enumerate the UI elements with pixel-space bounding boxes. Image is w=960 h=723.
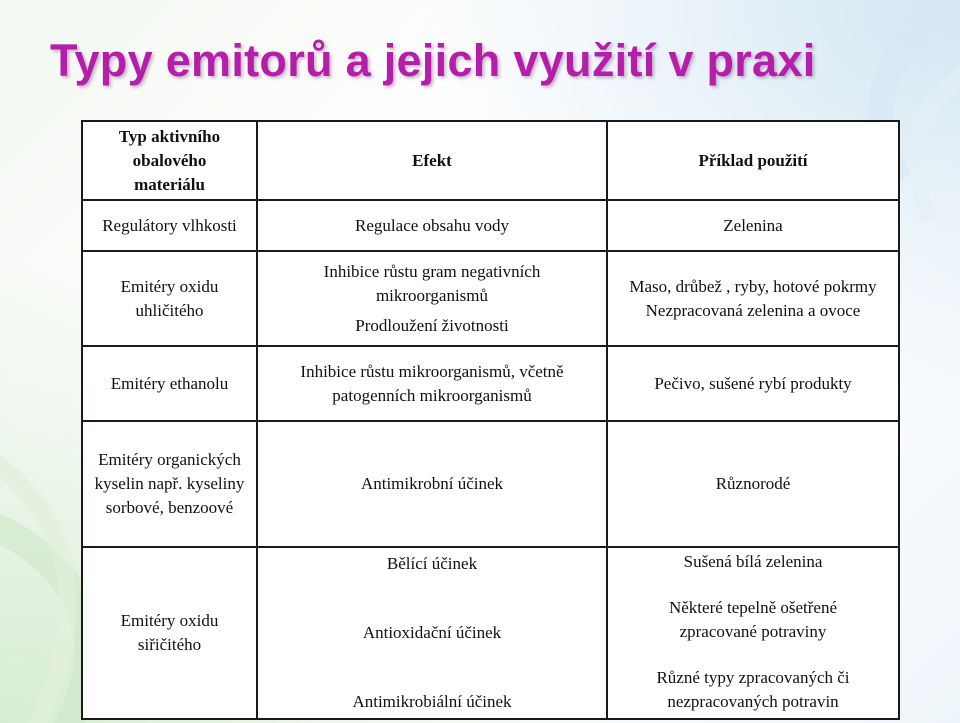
row-type-cell: Emitéry oxidu uhličitého — [82, 251, 257, 346]
header-effect: Efekt — [257, 121, 607, 200]
effect-item: Antioxidační účinek — [362, 623, 502, 642]
table-row — [82, 547, 899, 719]
slide-title: Typy emitorů a jejich využití v praxi — [50, 35, 816, 86]
table-row — [82, 421, 899, 547]
example-item: Některé tepelně ošetřené zpracované potraviny — [668, 598, 838, 641]
row-type-cell: Emitéry ethanolu — [82, 346, 257, 421]
row-effect-cell: Antimikrobní účinek — [257, 421, 607, 547]
row-example-cell: Pečivo, sušené rybí produkty — [607, 346, 899, 421]
row-effect-cell — [257, 251, 607, 346]
table-row — [82, 251, 899, 346]
effect-item: Prodloužení životnosti — [355, 315, 509, 335]
row-example-cell — [607, 547, 899, 719]
effect-item: Antimikrobiální účinek — [352, 692, 512, 711]
row-type-cell: Regulátory vlhkosti — [82, 200, 257, 251]
emitter-table-container — [81, 120, 898, 718]
row-example-cell: Zelenina — [607, 200, 899, 251]
row-type-cell: Emitéry organických kyselin např. kyseliny sorbové, benzoové — [82, 421, 257, 547]
effect-item: Inhibice růstu gram negativních mikroorganismů — [323, 261, 541, 305]
row-effect-cell: Inhibice růstu mikroorganismů, včetně patogenních mikroorganismů — [257, 346, 607, 421]
example-item: Maso, drůbež , ryby, hotové pokrmy — [629, 276, 877, 296]
example-item: Sušená bílá zelenina — [683, 552, 823, 571]
row-example-cell — [607, 251, 899, 346]
row-type-cell: Emitéry oxidu siřičitého — [82, 547, 257, 719]
table-header-row — [82, 121, 899, 200]
header-example: Příklad použití — [607, 121, 899, 200]
row-effect-cell — [257, 547, 607, 719]
effect-item: Bělící účinek — [386, 554, 478, 573]
row-example-cell: Různorodé — [607, 421, 899, 547]
example-item: Různé typy zpracovaných či nezpracovaných potravin — [656, 668, 850, 711]
table-row — [82, 346, 899, 421]
table-row — [82, 200, 899, 251]
row-effect-cell: Regulace obsahu vody — [257, 200, 607, 251]
header-type: Typ aktivního obalového materiálu — [82, 121, 257, 200]
example-item: Nezpracovaná zelenina a ovoce — [645, 300, 861, 320]
emitter-table — [81, 120, 900, 720]
